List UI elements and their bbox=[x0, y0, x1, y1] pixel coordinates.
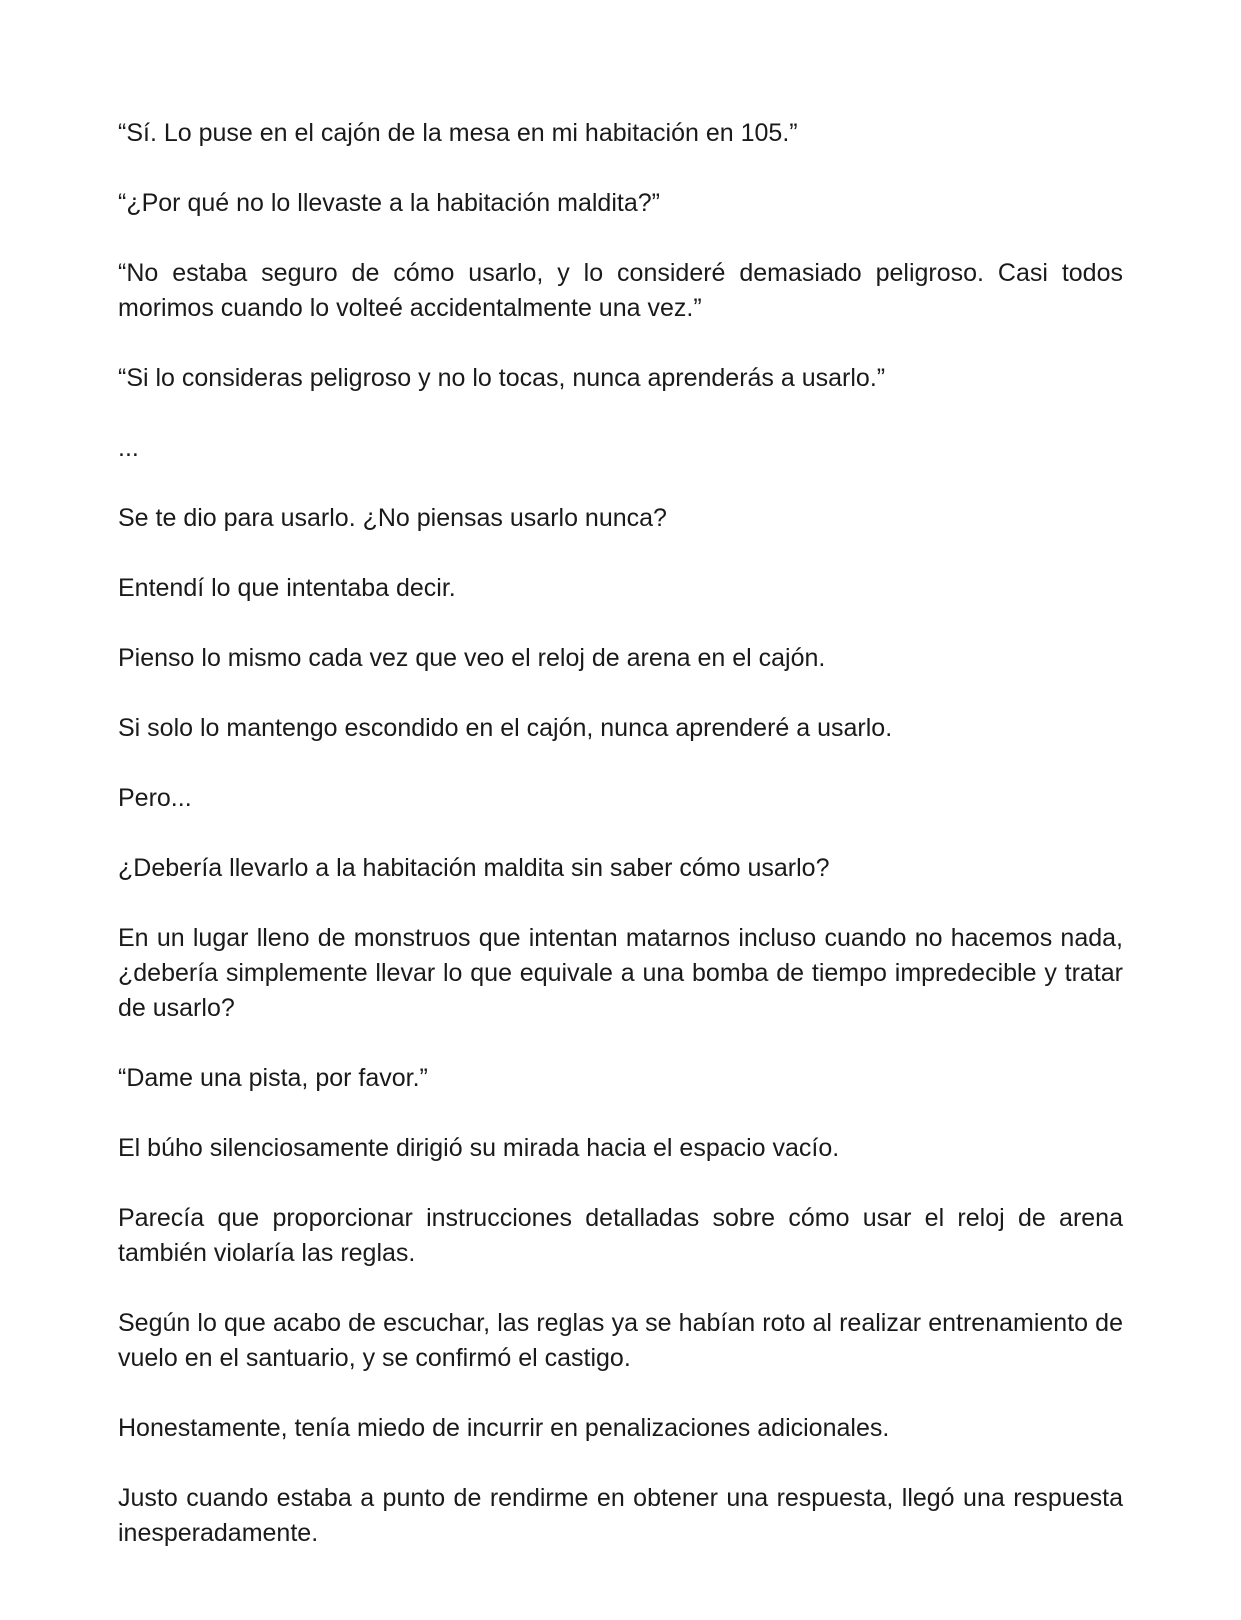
paragraph-18: Justo cuando estaba a punto de rendirme en obtener una respuesta, llegó una respuesta inesperadamente. bbox=[118, 1484, 1123, 1547]
paragraph-17: Honestamente, tenía miedo de incurrir en penalizaciones adicionales. bbox=[118, 1414, 890, 1442]
paragraph-9: Si solo lo mantengo escondido en el cajón, nunca aprenderé a usarlo. bbox=[118, 714, 893, 742]
paragraph-5: ... bbox=[118, 434, 139, 462]
paragraph-4: “Si lo consideras peligroso y no lo tocas, nunca aprenderás a usarlo.” bbox=[118, 364, 886, 392]
paragraph-3: “No estaba seguro de cómo usarlo, y lo consideré demasiado peligroso. Casi todos morimos cuando lo volteé accidentalmente una vez.” bbox=[118, 259, 1123, 322]
paragraph-12: En un lugar lleno de monstruos que intentan matarnos incluso cuando no hacemos nada, ¿debería simplemente llevar lo que equivale a una bomba de tiempo impredecible y tratar de usarlo? bbox=[118, 924, 1123, 1022]
paragraph-1: “Sí. Lo puse en el cajón de la mesa en mi habitación en 105.” bbox=[118, 119, 798, 147]
paragraph-13: “Dame una pista, por favor.” bbox=[118, 1064, 428, 1092]
paragraph-14: El búho silenciosamente dirigió su mirada hacia el espacio vacío. bbox=[118, 1134, 840, 1162]
paragraph-16: Según lo que acabo de escuchar, las reglas ya se habían roto al realizar entrenamiento de vuelo en el santuario, y se confirmó el castigo. bbox=[118, 1309, 1123, 1372]
paragraph-7: Entendí lo que intentaba decir. bbox=[118, 574, 456, 602]
paragraph-15: Parecía que proporcionar instrucciones detalladas sobre cómo usar el reloj de arena también violaría las reglas. bbox=[118, 1204, 1123, 1267]
paragraph-8: Pienso lo mismo cada vez que veo el reloj de arena en el cajón. bbox=[118, 644, 826, 672]
paragraph-2: “¿Por qué no lo llevaste a la habitación maldita?” bbox=[118, 189, 660, 217]
paragraph-11: ¿Debería llevarlo a la habitación maldita sin saber cómo usarlo? bbox=[118, 854, 830, 882]
paragraph-6: Se te dio para usarlo. ¿No piensas usarlo nunca? bbox=[118, 504, 667, 532]
paragraph-10: Pero... bbox=[118, 784, 192, 812]
